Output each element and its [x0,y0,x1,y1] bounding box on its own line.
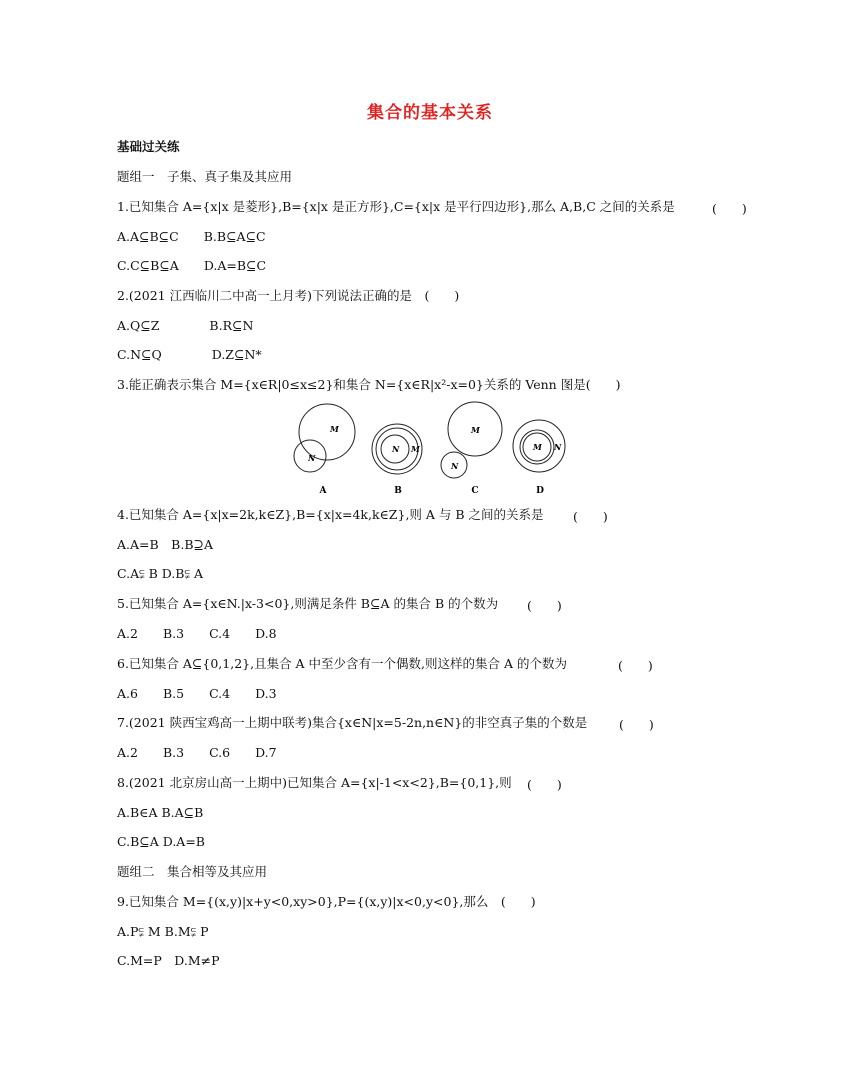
venn-c-n-label: N [451,461,459,471]
question-2: 2.(2021 江西临川二中高一上月考)下列说法正确的是 ( ) [117,288,460,303]
q4-options-row1: A.A=B B.B⊇A [117,537,214,552]
group-heading-1: 题组一 子集、真子集及其应用 [117,169,293,184]
venn-option-a [294,404,355,496]
q8-options-row2: C.B⊆A D.A=B [117,834,205,849]
venn-a-n-label: N [308,453,316,463]
q1-options-row2: C.C⊆B⊆A D.A=B⊆C [117,258,267,273]
venn-c-m-label: M [471,425,480,435]
q7-options: A.2 B.3 C.6 D.7 [117,745,277,760]
venn-option-b [372,424,422,496]
venn-b-m-label: M [411,444,420,454]
question-6: 6.已知集合 A⊆{0,1,2},且集合 A 中至少含有一个偶数,则这样的集合 A 的个数为 [117,656,568,671]
page-title: 集合的基本关系 [367,103,493,123]
venn-label-c: C [471,486,479,496]
answer-paren-5: ( ) [527,598,562,613]
venn-diagrams-figure [288,400,578,500]
venn-option-d [513,420,565,496]
venn-d-m-label: M [533,442,542,452]
venn-d-n-label: N [554,442,562,452]
section-heading: 基础过关练 [117,139,180,154]
venn-b-n-label: N [392,444,400,454]
venn-option-c [441,402,502,496]
q9-options-row2: C.M=P D.M≠P [117,953,220,968]
q9-options-row1: A.P⫋ M B.M⫋ P [117,924,209,939]
question-3: 3.能正确表示集合 M={x∈R|0≤x≤2}和集合 N={x∈R|x²-x=0}关系的 Venn 图是( ) [117,377,621,392]
q5-options: A.2 B.3 C.4 D.8 [117,626,277,641]
answer-paren-7: ( ) [619,717,654,732]
group-heading-2: 题组二 集合相等及其应用 [117,864,268,879]
q2-options-row2: C.N⊆Q D.Z⊆N* [117,347,262,362]
question-8: 8.(2021 北京房山高一上期中)已知集合 A={x|-1<x<2},B={0,1},则 [117,775,512,790]
q6-options: A.6 B.5 C.4 D.3 [117,686,277,701]
answer-paren-6: ( ) [618,658,653,673]
question-9: 9.已知集合 M={(x,y)|x+y<0,xy>0},P={(x,y)|x<0,y<0},那么 ( ) [117,894,536,909]
venn-a-m-label: M [330,424,339,434]
answer-paren-1: ( ) [712,201,747,216]
venn-label-b: B [394,486,402,496]
answer-paren-4: ( ) [573,509,608,524]
question-1: 1.已知集合 A={x|x 是菱形},B={x|x 是正方形},C={x|x 是平行四边形},那么 A,B,C 之间的关系是 [117,199,675,214]
q4-options-row2: C.A⫋ B D.B⫋ A [117,566,203,581]
q1-options-row1: A.A⊆B⊆C B.B⊆A⊆C [117,229,266,244]
venn-label-d: D [536,486,544,496]
venn-label-a: A [319,486,327,496]
question-5: 5.已知集合 A={x∈N.|x-3<0},则满足条件 B⊆A 的集合 B 的个数为 [117,596,499,611]
question-7: 7.(2021 陕西宝鸡高一上期中联考)集合{x∈N|x=5-2n,n∈N}的非空真子集的个数是 [117,715,588,730]
q8-options-row1: A.B∈A B.A⊆B [117,805,204,820]
answer-paren-8: ( ) [527,777,562,792]
q2-options-row1: A.Q⊆Z B.R⊆N [117,318,254,333]
question-4: 4.已知集合 A={x|x=2k,k∈Z},B={x|x=4k,k∈Z},则 A 与 B 之间的关系是 [117,507,544,522]
